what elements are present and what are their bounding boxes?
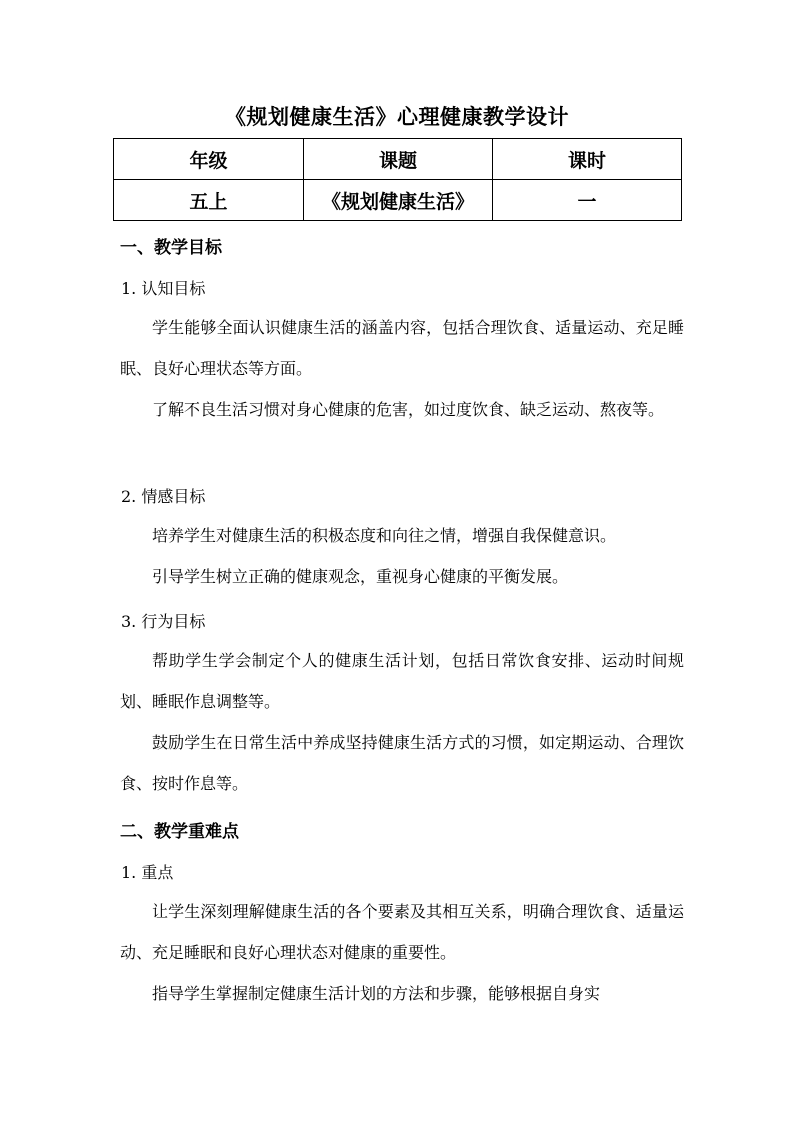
paragraph: 培养学生对健康生活的积极态度和向往之情，增强自我保健意识。 bbox=[152, 526, 617, 545]
subheading-emotional: 2. 情感目标 bbox=[121, 487, 206, 506]
paragraph: 学生能够全面认识健康生活的涵盖内容，包括合理饮食、适量运动、充足睡眠、良好心理状态等方面。 bbox=[120, 318, 684, 378]
paragraph: 了解不良生活习惯对身心健康的危害，如过度饮食、缺乏运动、熬夜等。 bbox=[152, 400, 665, 419]
paragraph: 帮助学生学会制定个人的健康生活计划，包括日常饮食安排、运动时间规划、睡眠作息调整等。 bbox=[120, 651, 684, 711]
document-title: 《规划健康生活》心理健康教学设计 bbox=[225, 105, 569, 129]
section-heading-key-points: 二、教学重难点 bbox=[120, 822, 239, 842]
table-header-row bbox=[114, 139, 682, 180]
header-periods: 课时 bbox=[493, 139, 682, 180]
paragraph: 指导学生掌握制定健康生活计划的方法和步骤，能够根据自身实 bbox=[152, 984, 601, 1003]
paragraph: 引导学生树立正确的健康观念，重视身心健康的平衡发展。 bbox=[152, 567, 569, 586]
subheading-behavioral: 3. 行为目标 bbox=[121, 612, 206, 631]
course-info-table bbox=[113, 138, 682, 221]
cell-grade: 五上 bbox=[114, 180, 304, 221]
section-heading-objectives: 一、教学目标 bbox=[120, 238, 222, 258]
header-grade: 年级 bbox=[114, 139, 304, 180]
paragraph: 让学生深刻理解健康生活的各个要素及其相互关系，明确合理饮食、适量运动、充足睡眠和良好心理状态对健康的重要性。 bbox=[120, 902, 684, 962]
paragraph: 鼓励学生在日常生活中养成坚持健康生活方式的习惯，如定期运动、合理饮食、按时作息等。 bbox=[120, 733, 684, 793]
subheading-cognitive: 1. 认知目标 bbox=[121, 279, 206, 298]
table-row bbox=[114, 180, 682, 221]
cell-topic: 《规划健康生活》 bbox=[304, 180, 493, 221]
header-topic: 课题 bbox=[304, 139, 493, 180]
subheading-key-point: 1. 重点 bbox=[121, 863, 174, 882]
cell-periods: 一 bbox=[493, 180, 682, 221]
